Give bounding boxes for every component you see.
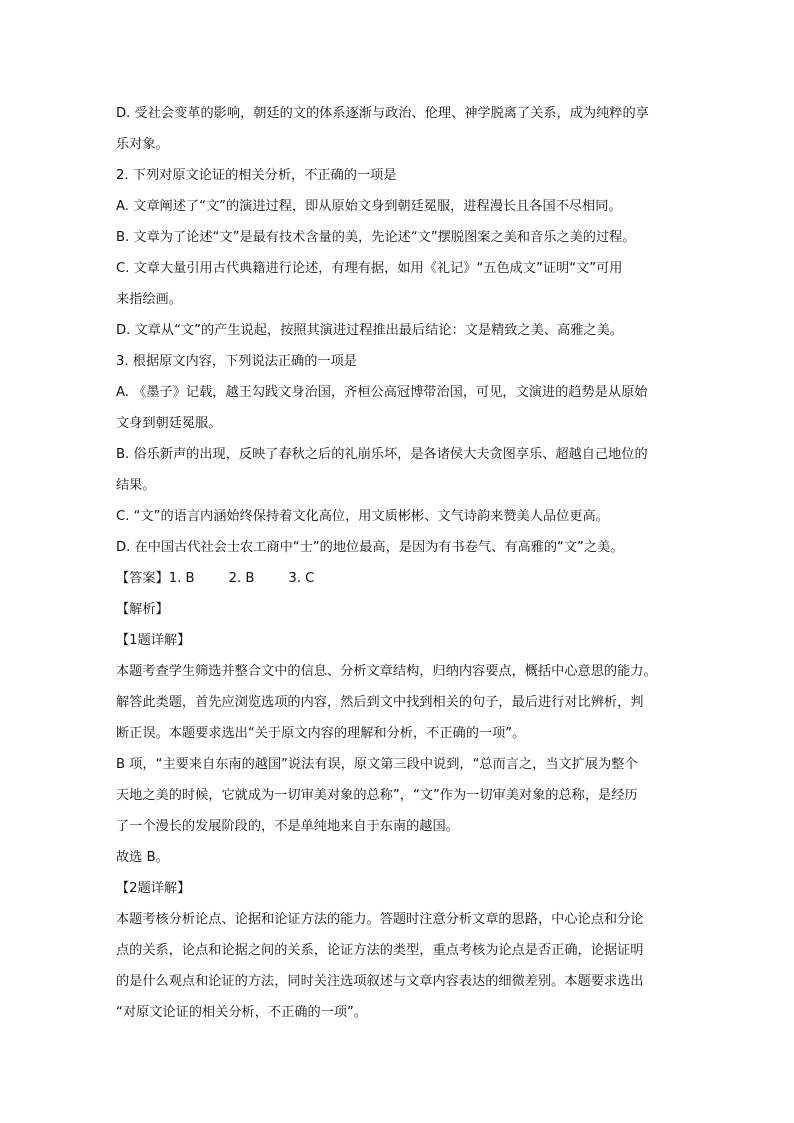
detail1-conclusion: 故选 B。 [116,850,169,865]
document-body [116,98,686,1028]
q2-stem: 2. 下列对原文论证的相关分析，不正确的一项是 [116,168,397,183]
q2-option-c-line2: 来指绘画。 [116,292,182,307]
detail2-heading: 【2题详解】 [116,881,191,896]
q3-option-a-line2: 文身到朝廷冕服。 [116,416,222,431]
answer-label: 【答案】 [116,571,169,586]
q2-option-b: B. 文章为了论述“文”是最有技术含量的美，先论述“文”摆脱图案之美和音乐之美的过程。 [116,230,636,245]
detail1-heading: 【1题详解】 [116,633,191,648]
q3-stem: 3. 根据原文内容，下列说法正确的一项是 [116,354,357,369]
q3-option-b-line2: 结果。 [116,478,156,493]
detail2-para1-line3: 的是什么观点和论证的方法，同时关注选项叙述与文章内容表达的细微差别。本题要求选出 [116,974,644,989]
q1-option-d-line1: D. 受社会变革的影响，朝廷的文的体系逐渐与政治、伦理、神学脱离了关系，成为纯粹的享 [116,106,649,121]
q3-option-c: C. “文”的语言内涵始终保持着文化高位，用文质彬彬、文气诗韵来赞美人品位更高。 [116,509,609,524]
detail1-para2-line3: 了一个漫长的发展阶段的，不是单纯地来自于东南的越国。 [116,819,459,834]
answer-row [116,563,686,594]
detail1-para1-line2: 解答此类题，首先应浏览选项的内容，然后到文中找到相关的句子，最后进行对比辨析，判 [116,695,644,710]
q2-option-a: A. 文章阐述了“文”的演进过程，即从原始文身到朝廷冕服，进程漫长且各国不尽相同。 [116,199,622,214]
detail1-para1-line1: 本题考查学生筛选并整合文中的信息、分析文章结构，归纳内容要点，概括中心意思的能力。 [116,664,657,679]
answer-3: 3. C [288,571,315,586]
detail1-para2-line1: B 项，“主要来自东南的越国”说法有误，原文第三段中说到，“总而言之，当文扩展为整个 [116,757,638,772]
detail2-para1-line4: “对原文论证的相关分析，不正确的一项”。 [116,1005,368,1020]
q3-option-a-line1: A. 《墨子》记载，越王勾践文身治国，齐桓公高冠博带治国，可见，文演进的趋势是从原始 [116,385,648,400]
detail2-para1-line2: 点的关系，论点和论据之间的关系，论证方法的类型，重点考核为论点是否正确，论据证明 [116,943,644,958]
q3-option-b-line1: B. 俗乐新声的出现，反映了春秋之后的礼崩乐坏，是各诸侯大夫贪图享乐、超越自己地位的 [116,447,648,462]
q1-option-d-line2: 乐对象。 [116,137,169,152]
detail1-para1-line3: 断正误。本题要求选出“关于原文内容的理解和分析，不正确的一项”。 [116,726,526,741]
q3-option-d: D. 在中国古代社会士农工商中“士”的地位最高，是因为有书卷气、有高雅的“文”之美。 [116,540,624,555]
answer-2: 2. B [228,571,255,586]
q2-option-c-line1: C. 文章大量引用古代典籍进行论述，有理有据，如用《礼记》“五色成文”证明“文”可用 [116,261,623,276]
analysis-label: 【解析】 [116,602,169,617]
q2-option-d: D. 文章从“文”的产生说起，按照其演进过程推出最后结论：文是精致之美、高雅之美。 [116,323,623,338]
answer-1: 1. B [168,571,195,586]
detail2-para1-line1: 本题考核分析论点、论据和论证方法的能力。答题时注意分析文章的思路，中心论点和分论 [116,912,644,927]
detail1-para2-line2: 天地之美的时候，它就成为一切审美对象的总称”，“文”作为一切审美对象的总称，是经历 [116,788,638,803]
